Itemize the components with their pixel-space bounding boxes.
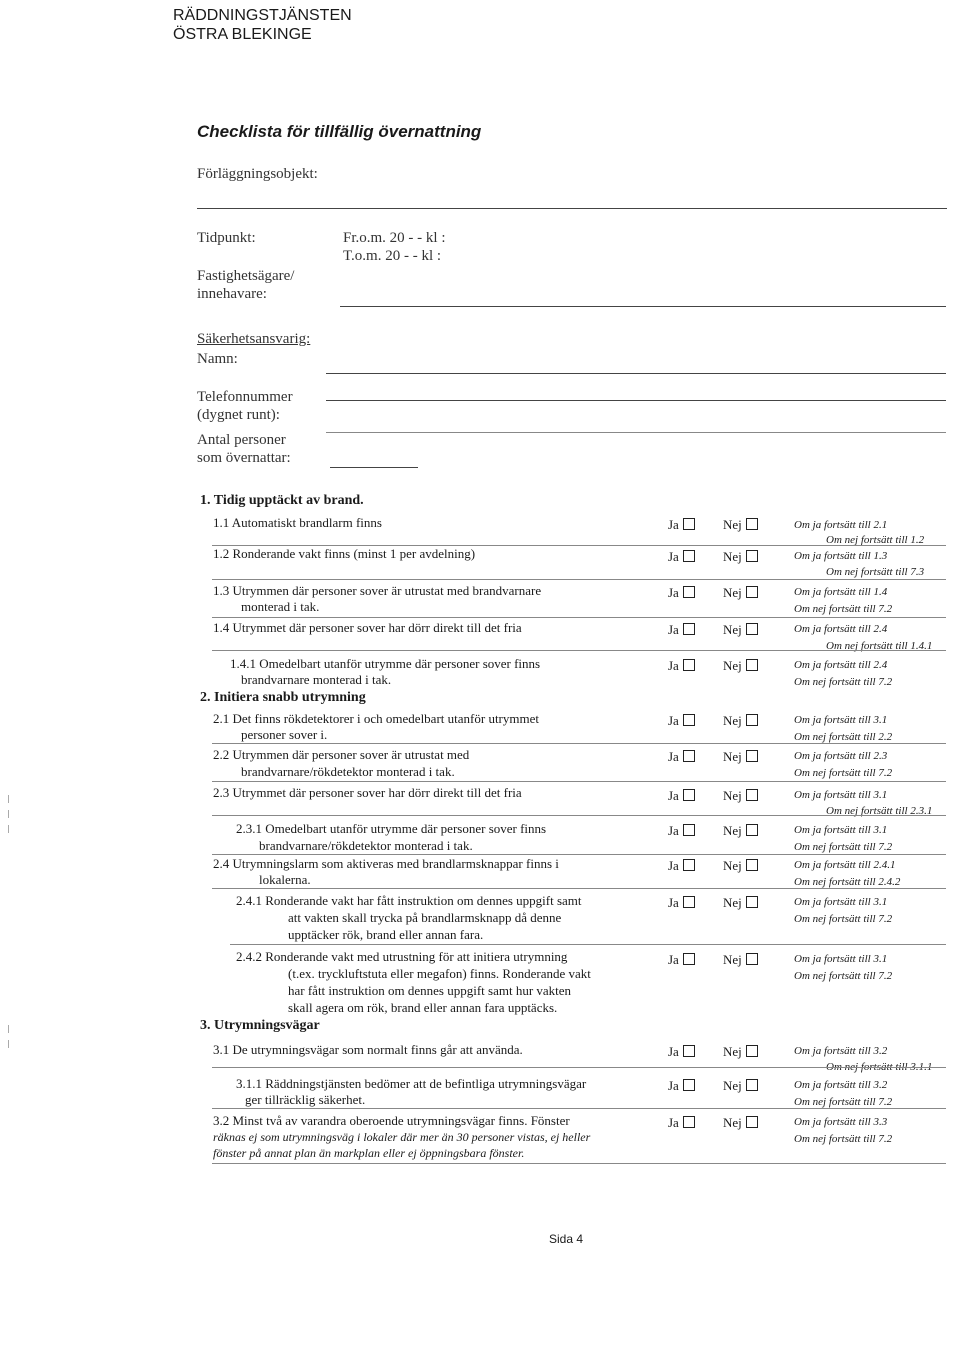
direction-no: Om nej fortsätt till 7.2 <box>794 841 893 853</box>
direction-yes: Om ja fortsätt till 2.1 <box>794 519 888 531</box>
time-to[interactable]: T.o.m. 20 - - kl : <box>343 248 442 264</box>
direction-no: Om nej fortsätt till 1.2 <box>826 534 925 546</box>
direction-no: Om nej fortsätt till 2.2 <box>794 731 893 743</box>
direction-yes: Om ja fortsätt till 2.3 <box>794 750 888 762</box>
direction-yes: Om ja fortsätt till 3.1 <box>794 714 888 726</box>
divider <box>212 650 946 651</box>
yes-checkbox[interactable] <box>683 824 695 836</box>
divider <box>212 888 946 889</box>
yes-option[interactable]: Ja <box>668 622 695 638</box>
no-checkbox[interactable] <box>746 518 758 530</box>
count-label-2: som övernattar: <box>197 450 291 466</box>
page-number: Sida 4 <box>549 1232 584 1246</box>
yes-option[interactable]: Ja <box>668 585 695 601</box>
direction-no: Om nej fortsätt till 7.2 <box>794 603 893 615</box>
direction-yes: Om ja fortsätt till 3.2 <box>794 1079 888 1091</box>
no-option[interactable]: Nej <box>723 713 758 729</box>
no-option[interactable]: Nej <box>723 788 758 804</box>
divider <box>230 944 946 945</box>
scan-mark <box>8 795 9 803</box>
no-option[interactable]: Nej <box>723 749 758 765</box>
no-checkbox[interactable] <box>746 623 758 635</box>
no-checkbox[interactable] <box>746 750 758 762</box>
no-option[interactable]: Nej <box>723 952 758 968</box>
count-label-1: Antal personer <box>197 432 286 448</box>
question-2-4-2-cont-1: (t.ex. tryckluftstuta eller megafon) finns. Ronderande vakt <box>288 966 591 981</box>
question-3-1: 3.1 De utrymningsvägar som normalt finns går att använda. <box>213 1042 523 1057</box>
divider <box>212 854 946 855</box>
no-checkbox[interactable] <box>746 896 758 908</box>
direction-no: Om nej fortsätt till 2.4.2 <box>794 876 901 888</box>
no-checkbox[interactable] <box>746 824 758 836</box>
question-2-1-cont: personer sover i. <box>241 727 328 742</box>
phone-label-2: (dygnet runt): <box>197 407 280 423</box>
question-3-2: 3.2 Minst två av varandra oberoende utrymningsvägar finns. Fönster <box>213 1113 570 1128</box>
question-3-1-1-cont: ger tillräcklig säkerhet. <box>245 1092 366 1107</box>
question-1-4-1-cont: brandvarnare monterad i tak. <box>241 672 392 687</box>
question-2-4-1-cont-1: att vakten skall trycka på brandlarmsknapp då denne <box>288 910 562 925</box>
org-name-line-1: RÄDDNINGSTJÄNSTEN <box>173 7 352 24</box>
question-1-4-1: 1.4.1 Omedelbart utanför utrymme där personer sover finns <box>230 656 541 671</box>
owner-label-2: innehavare: <box>197 286 267 302</box>
yes-checkbox[interactable] <box>683 550 695 562</box>
yes-checkbox[interactable] <box>683 953 695 965</box>
no-option[interactable]: Nej <box>723 585 758 601</box>
no-checkbox[interactable] <box>746 1045 758 1057</box>
yes-checkbox[interactable] <box>683 623 695 635</box>
yes-checkbox[interactable] <box>683 750 695 762</box>
direction-yes: Om ja fortsätt till 3.3 <box>794 1116 888 1128</box>
question-1-3: 1.3 Utrymmen där personer sover är utrustat med brandvarnare <box>213 583 542 598</box>
yes-option[interactable]: Ja <box>668 1044 695 1060</box>
direction-yes: Om ja fortsätt till 1.3 <box>794 550 888 562</box>
yes-option[interactable]: Ja <box>668 549 695 565</box>
no-option[interactable]: Nej <box>723 1044 758 1060</box>
direction-yes: Om ja fortsätt till 2.4 <box>794 623 888 635</box>
object-field-line[interactable] <box>197 208 947 209</box>
divider <box>212 815 946 816</box>
direction-no: Om nej fortsätt till 7.2 <box>794 767 893 779</box>
time-label: Tidpunkt: <box>197 230 256 246</box>
direction-no: Om nej fortsätt till 7.2 <box>794 970 893 982</box>
section-1-heading: 1. Tidig upptäckt av brand. <box>200 493 364 508</box>
section-2-heading: 2. Initiera snabb utrymning <box>200 690 366 705</box>
divider <box>212 579 946 580</box>
yes-option[interactable]: Ja <box>668 823 695 839</box>
direction-yes: Om ja fortsätt till 3.1 <box>794 896 888 908</box>
question-2-3-1: 2.3.1 Omedelbart utanför utrymme där personer sover finns <box>236 821 547 836</box>
owner-field-line[interactable] <box>340 306 946 307</box>
question-2-3: 2.3 Utrymmet där personer sover har dörr direkt till det fria <box>213 785 522 800</box>
divider <box>212 743 946 744</box>
no-checkbox[interactable] <box>746 1116 758 1128</box>
phone-label-1: Telefonnummer <box>197 389 293 405</box>
direction-yes: Om ja fortsätt till 1.4 <box>794 586 888 598</box>
no-checkbox[interactable] <box>746 953 758 965</box>
question-1-4: 1.4 Utrymmet där personer sover har dörr direkt till det fria <box>213 620 522 635</box>
yes-checkbox[interactable] <box>683 1045 695 1057</box>
yes-checkbox[interactable] <box>683 714 695 726</box>
scan-mark <box>8 1025 9 1033</box>
yes-option[interactable]: Ja <box>668 788 695 804</box>
direction-yes: Om ja fortsätt till 3.2 <box>794 1045 888 1057</box>
safety-label: Säkerhetsansvarig: <box>197 331 311 347</box>
no-option[interactable]: Nej <box>723 622 758 638</box>
yes-option[interactable]: Ja <box>668 713 695 729</box>
no-option[interactable]: Nej <box>723 1078 758 1094</box>
direction-no: Om nej fortsätt till 1.4.1 <box>826 640 933 652</box>
yes-checkbox[interactable] <box>683 859 695 871</box>
org-name-line-2: ÖSTRA BLEKINGE <box>173 26 312 43</box>
yes-option[interactable]: Ja <box>668 895 695 911</box>
yes-checkbox[interactable] <box>683 896 695 908</box>
yes-option[interactable]: Ja <box>668 517 695 533</box>
page-title: Checklista för tillfällig övernattning <box>197 122 482 141</box>
yes-option[interactable]: Ja <box>668 749 695 765</box>
question-2-4-2-cont-2: har fått instruktion om dennes uppgift samt hur vakten <box>288 983 572 998</box>
yes-checkbox[interactable] <box>683 518 695 530</box>
divider <box>212 1067 946 1068</box>
divider <box>212 617 946 618</box>
yes-option[interactable]: Ja <box>668 1078 695 1094</box>
question-2-4-1-cont-2: upptäcker rök, brand eller annan fara. <box>288 927 484 942</box>
count-aux-line <box>326 432 946 433</box>
question-2-2: 2.2 Utrymmen där personer sover är utrustat med <box>213 747 470 762</box>
question-1-2: 1.2 Ronderande vakt finns (minst 1 per avdelning) <box>213 546 476 561</box>
section-3-heading: 3. Utrymningsvägar <box>200 1018 320 1033</box>
direction-yes: Om ja fortsätt till 2.4 <box>794 659 888 671</box>
yes-checkbox[interactable] <box>683 789 695 801</box>
yes-checkbox[interactable] <box>683 1079 695 1091</box>
no-checkbox[interactable] <box>746 586 758 598</box>
no-option[interactable]: Nej <box>723 658 758 674</box>
question-1-1: 1.1 Automatiskt brandlarm finns <box>213 515 382 530</box>
direction-no: Om nej fortsätt till 7.2 <box>794 913 893 925</box>
question-2-4-2-cont-3: skall agera om rök, brand eller annan fara upptäcks. <box>288 1000 558 1015</box>
yes-option[interactable]: Ja <box>668 858 695 874</box>
no-checkbox[interactable] <box>746 659 758 671</box>
direction-no: Om nej fortsätt till 7.2 <box>794 676 893 688</box>
direction-yes: Om ja fortsätt till 3.1 <box>794 789 888 801</box>
question-2-1: 2.1 Det finns rökdetektorer i och omedelbart utanför utrymmet <box>213 711 539 726</box>
question-3-1-1: 3.1.1 Räddningstjänsten bedömer att de befintliga utrymningsvägar <box>236 1076 587 1091</box>
no-option[interactable]: Nej <box>723 858 758 874</box>
question-2-2-cont: brandvarnare/rökdetektor monterad i tak. <box>241 764 455 779</box>
direction-no: Om nej fortsätt till 7.2 <box>794 1133 893 1145</box>
question-1-3-cont: monterad i tak. <box>241 599 320 614</box>
direction-yes: Om ja fortsätt till 3.1 <box>794 824 888 836</box>
no-checkbox[interactable] <box>746 714 758 726</box>
yes-checkbox[interactable] <box>683 586 695 598</box>
direction-no: Om nej fortsätt till 2.3.1 <box>826 805 933 817</box>
divider <box>212 781 946 782</box>
question-2-4-2: 2.4.2 Ronderande vakt med utrustning för att initiera utrymning <box>236 949 568 964</box>
no-option[interactable]: Nej <box>723 549 758 565</box>
question-2-4-1: 2.4.1 Ronderande vakt har fått instruktion om dennes uppgift samt <box>236 893 582 908</box>
no-option[interactable]: Nej <box>723 823 758 839</box>
yes-option[interactable]: Ja <box>668 1115 695 1131</box>
no-option[interactable]: Nej <box>723 1115 758 1131</box>
no-checkbox[interactable] <box>746 1079 758 1091</box>
time-from[interactable]: Fr.o.m. 20 - - kl : <box>343 230 446 246</box>
divider <box>212 1163 946 1164</box>
owner-label-1: Fastighetsägare/ <box>197 268 295 284</box>
question-2-4: 2.4 Utrymningslarm som aktiveras med brandlarmsknappar finns i <box>213 856 559 871</box>
no-option[interactable]: Nej <box>723 517 758 533</box>
yes-checkbox[interactable] <box>683 1116 695 1128</box>
name-field-line[interactable] <box>326 373 946 374</box>
question-2-3-1-cont: brandvarnare/rökdetektor monterad i tak. <box>259 838 473 853</box>
no-checkbox[interactable] <box>746 859 758 871</box>
direction-yes: Om ja fortsätt till 2.4.1 <box>794 859 896 871</box>
no-checkbox[interactable] <box>746 550 758 562</box>
scan-mark <box>8 825 9 833</box>
question-3-2-cont-1: räknas ej som utrymningsväg i lokaler där mer än 30 personer vistas, ej heller <box>213 1130 591 1144</box>
direction-no: Om nej fortsätt till 3.1.1 <box>826 1061 933 1073</box>
phone-field-line[interactable] <box>326 400 946 401</box>
yes-option[interactable]: Ja <box>668 952 695 968</box>
no-checkbox[interactable] <box>746 789 758 801</box>
divider <box>212 1108 946 1109</box>
scan-mark <box>8 1040 9 1048</box>
name-label: Namn: <box>197 351 238 367</box>
scan-mark <box>8 810 9 818</box>
direction-no: Om nej fortsätt till 7.2 <box>794 1096 893 1108</box>
yes-option[interactable]: Ja <box>668 658 695 674</box>
count-field-line[interactable] <box>330 467 418 468</box>
question-3-2-cont-2: fönster på annat plan än markplan eller ej öppningsbara fönster. <box>213 1146 525 1160</box>
question-2-4-cont: lokalerna. <box>259 872 311 887</box>
direction-yes: Om ja fortsätt till 3.1 <box>794 953 888 965</box>
object-label: Förläggningsobjekt: <box>197 166 318 182</box>
yes-checkbox[interactable] <box>683 659 695 671</box>
no-option[interactable]: Nej <box>723 895 758 911</box>
direction-no: Om nej fortsätt till 7.3 <box>826 566 925 578</box>
